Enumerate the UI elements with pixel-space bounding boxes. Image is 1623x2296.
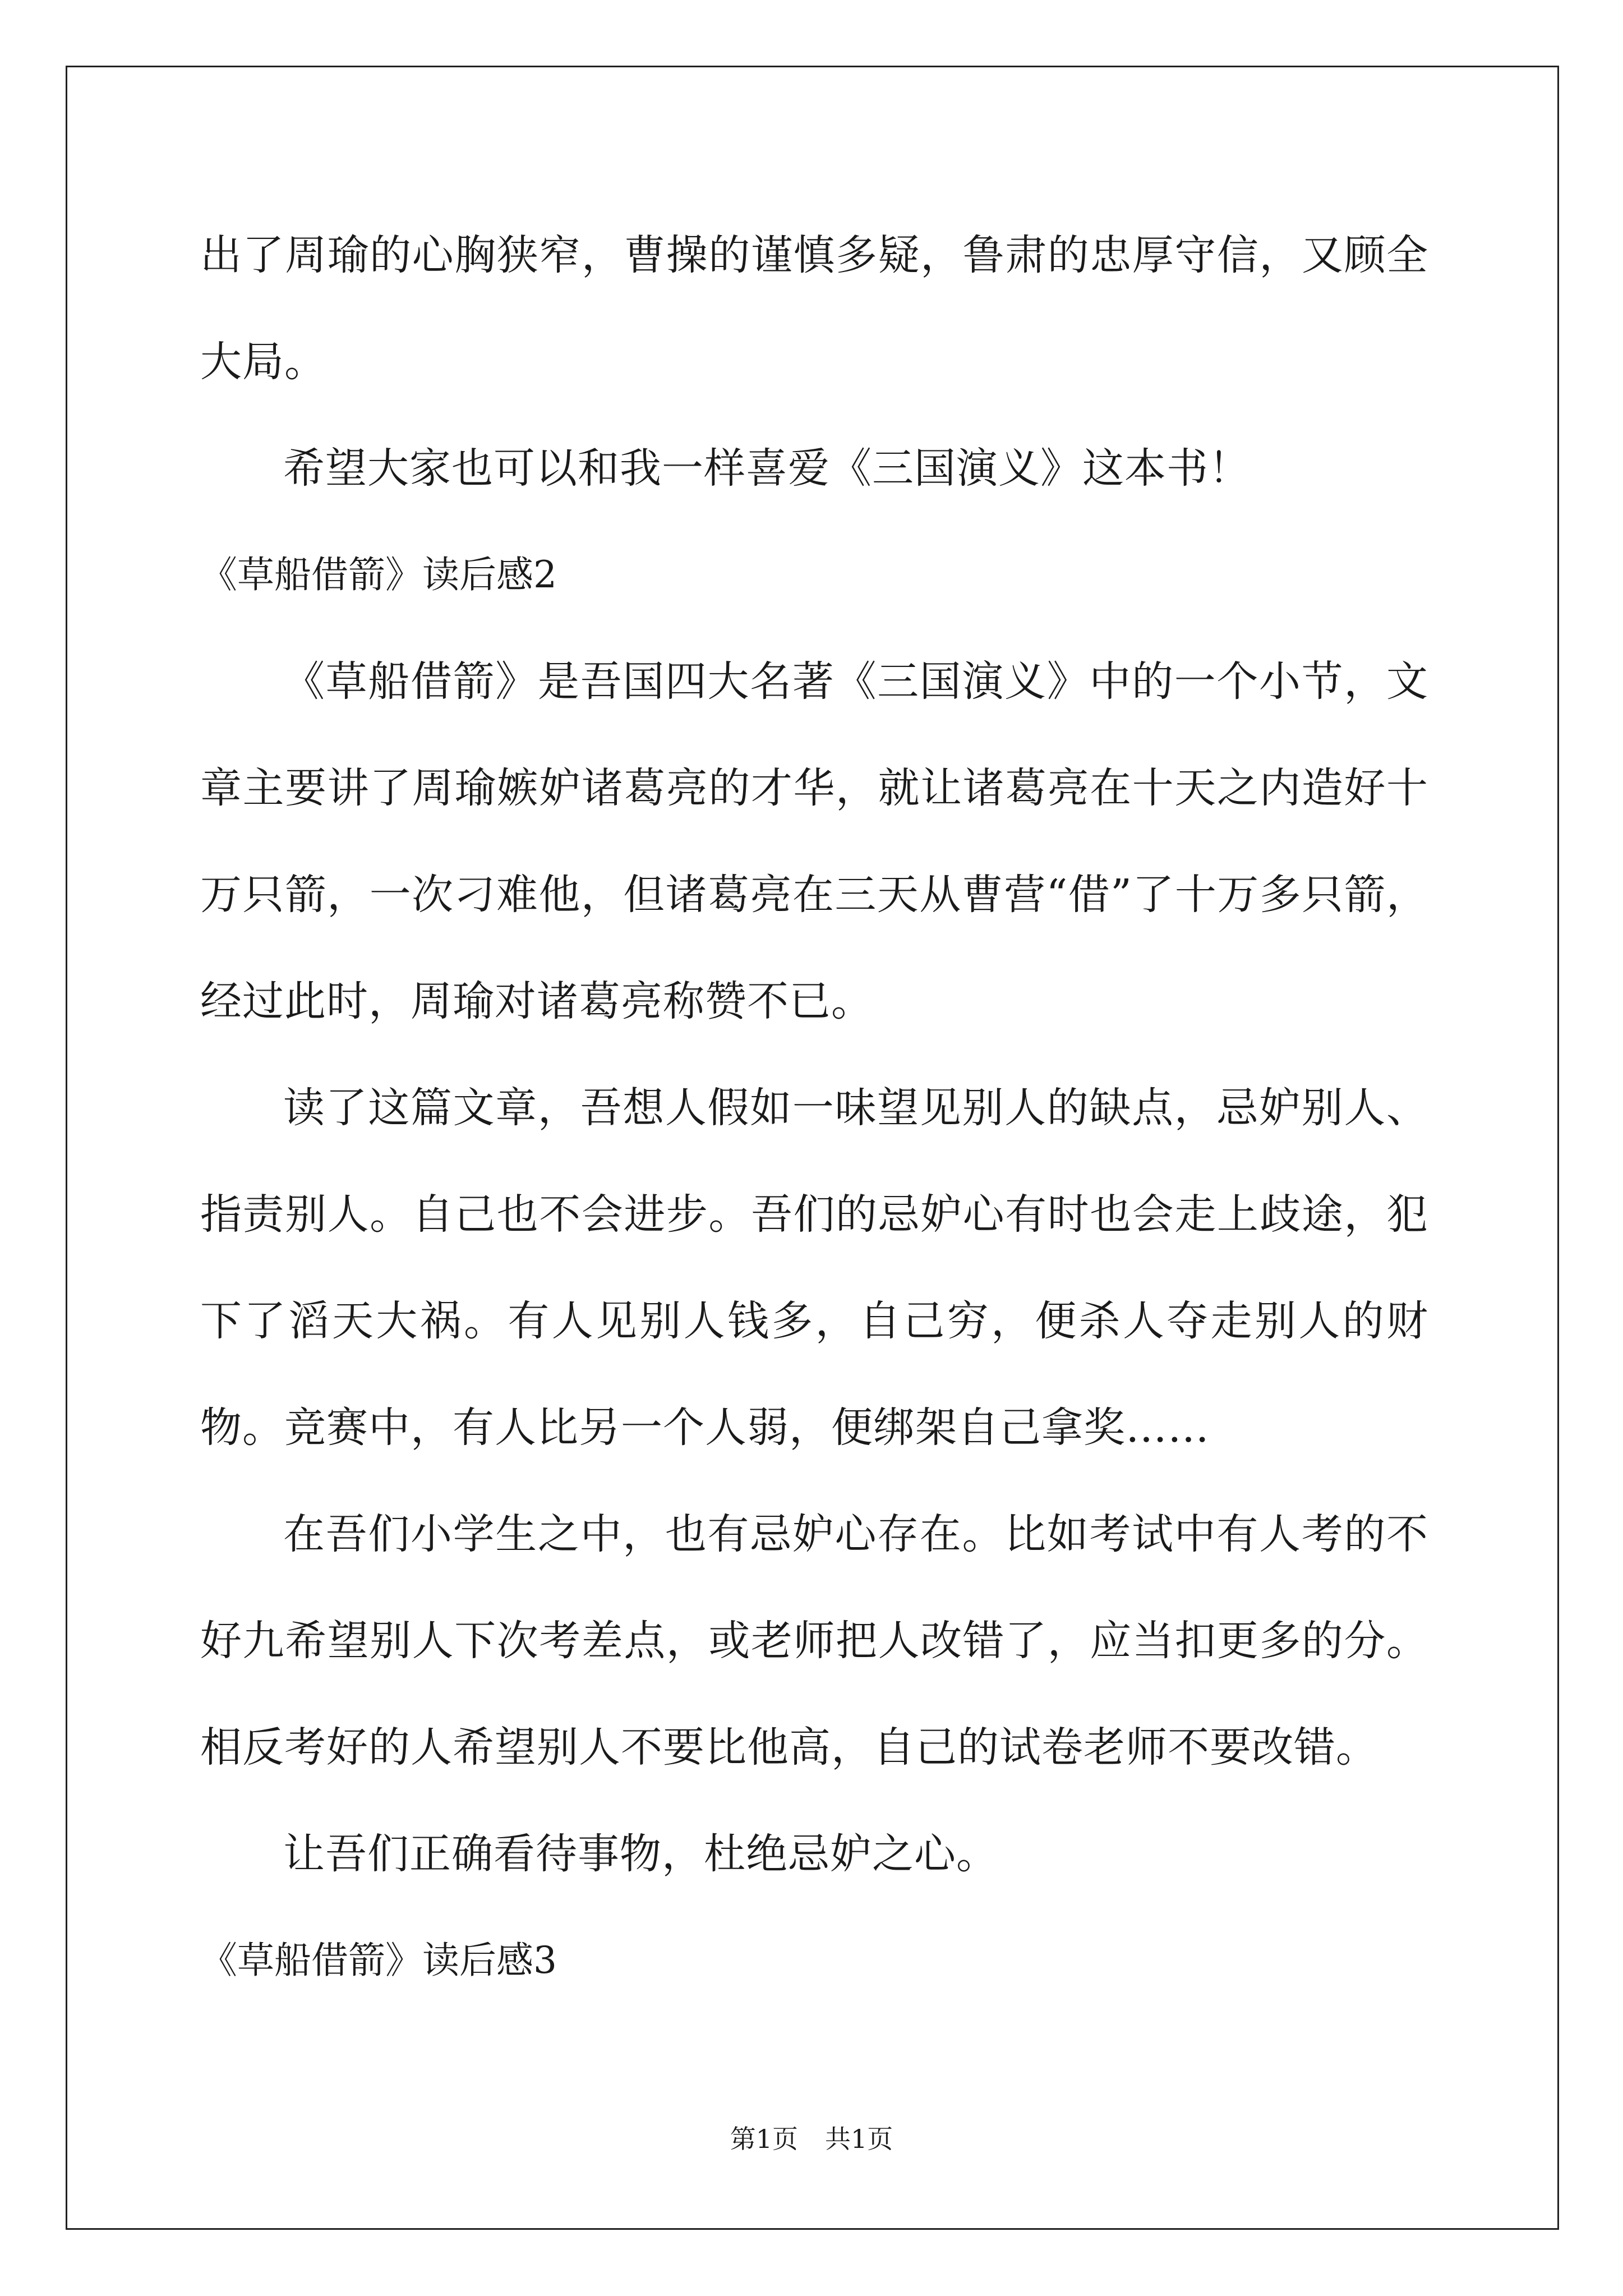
- page-number: 第1页: [730, 2124, 798, 2154]
- document-body: [200, 202, 1428, 2014]
- paragraph: 在吾们小学生之中，也有忌妒心存在。比如考试中有人考的不好九希望别人下次考差点，或老师把人改错了，应当扣更多的分。相反考好的人希望别人不要比他高，自己的试卷老师不要改错。: [200, 1510, 1428, 1772]
- section-heading: 《草船借箭》读后感2: [200, 553, 557, 596]
- paragraph: 让吾们正确看待事物，杜绝忌妒之心。: [283, 1830, 998, 1878]
- section-heading: 《草船借箭》读后感3: [200, 1939, 557, 1982]
- paragraph: 出了周瑜的心胸狭窄，曹操的谨慎多疑，鲁肃的忠厚守信，又顾全大局。: [200, 231, 1428, 386]
- page-total: 共1页: [825, 2124, 893, 2154]
- paragraph: 希望大家也可以和我一样喜爱《三国演义》这本书！: [283, 444, 1251, 493]
- page-footer: [0, 2122, 1623, 2156]
- paragraph: 《草船借箭》是吾国四大名著《三国演义》中的一个小节，文章主要讲了周瑜嫉妒诸葛亮的才华，就让诸葛亮在十天之内造好十万只箭，一次刁难他，但诸葛亮在三天从曹营“借”了十万多只箭，经过此时，周瑜对诸葛亮称赞不已。: [200, 657, 1428, 1025]
- paragraph: 读了这篇文章，吾想人假如一味望见别人的缺点，忌妒别人、指责别人。自己也不会进步。吾们的忌妒心有时也会走上歧途，犯下了滔天大祸。有人见别人钱多，自己穷，便杀人夺走别人的财物。竞赛中，有人比另一个人弱，便绑架自己拿奖……: [200, 1084, 1428, 1452]
